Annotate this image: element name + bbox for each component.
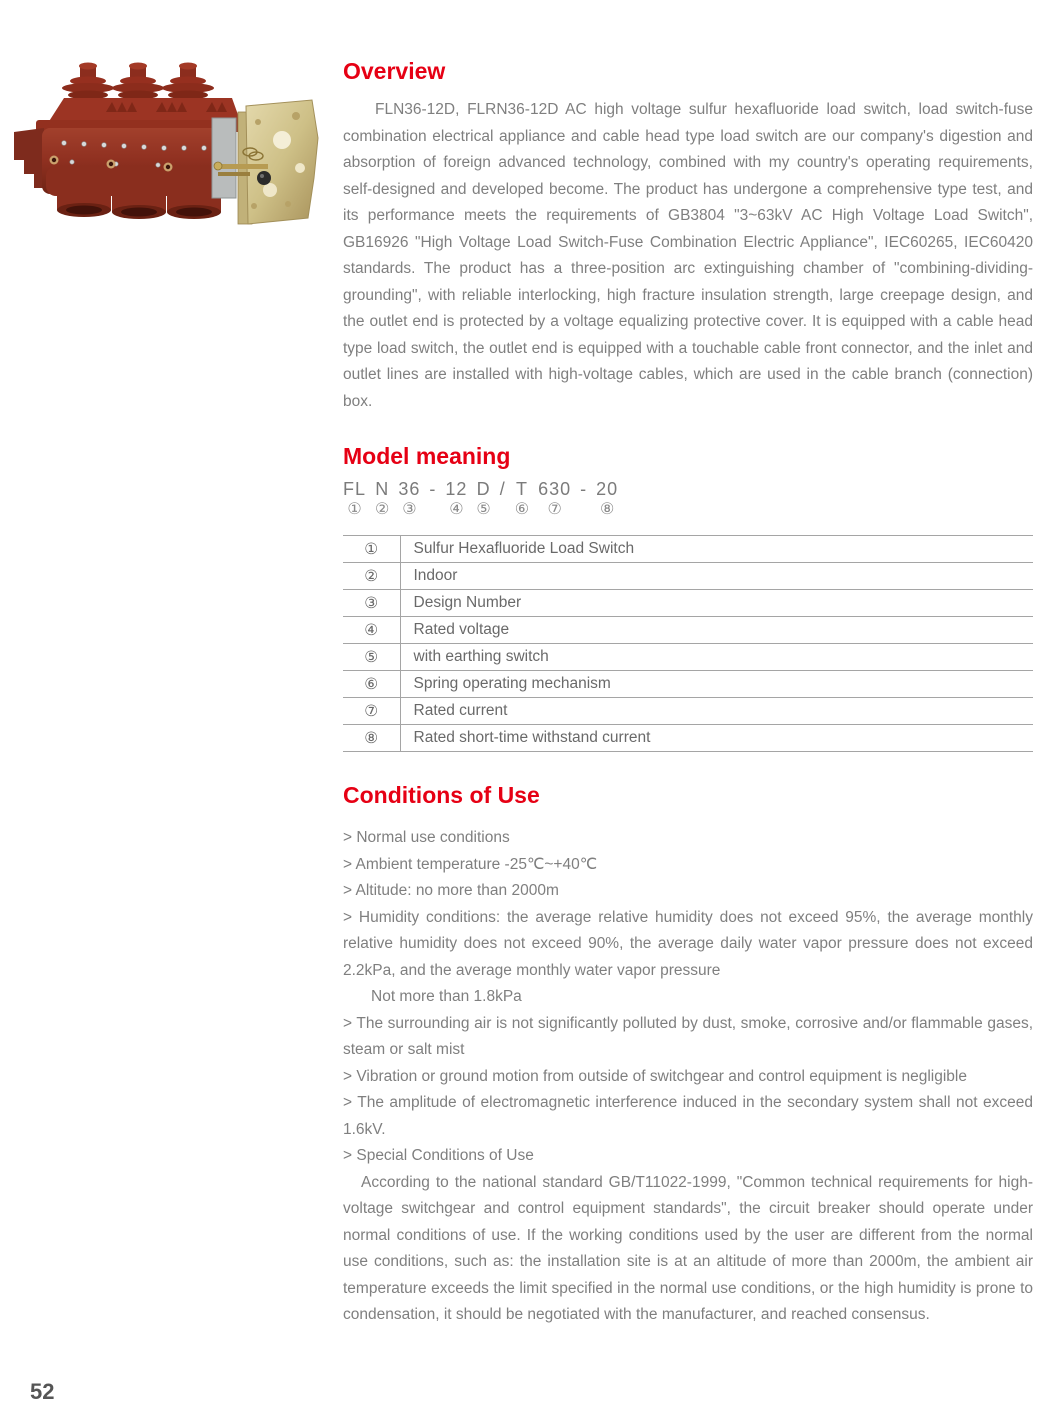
condition-item: > Altitude: no more than 2000m bbox=[343, 882, 559, 899]
condition-item: Not more than 1.8kPa bbox=[371, 988, 522, 1005]
model-code-token bbox=[538, 478, 571, 519]
row-number: ② bbox=[343, 563, 400, 590]
row-description: Rated voltage bbox=[400, 617, 1033, 644]
table-row bbox=[343, 644, 1033, 671]
table-row bbox=[343, 617, 1033, 644]
model-code-part: 36 bbox=[398, 479, 421, 499]
model-meaning-title: Model meaning bbox=[343, 443, 511, 469]
model-code-token bbox=[476, 478, 490, 519]
table-row bbox=[343, 698, 1033, 725]
row-description: Indoor bbox=[400, 563, 1033, 590]
row-number: ⑧ bbox=[343, 725, 400, 752]
row-number: ① bbox=[343, 536, 400, 563]
mounting-bracket bbox=[14, 128, 44, 188]
condition-item: > The amplitude of electromagnetic interference induced in the secondary system shall not exceed 1.6kV. bbox=[343, 1094, 1033, 1138]
condition-item: > Vibration or ground motion from outside of switchgear and control equipment is negligible bbox=[343, 1067, 967, 1085]
overview-paragraph: FLN36-12D, FLRN36-12D AC high voltage sulfur hexafluoride load switch, load switch-fuse combination electrical appliance and cable head type load switch are our company's digestion and absorption of foreign advanced technology, combined with my country's operating requirements, self-designed and developed become. The product has undergone a comprehensive type test, and its performance meets the requirements of GB3804 "3~63kV AC High Voltage Load Switch", GB16926 "High Voltage Load Switch-Fuse Combination Electric Appliance", IEC60265, IEC60420 standards. The product has a three-position arc extinguishing chamber of "combining-dividing-grounding", with reliable interlocking, high fracture insulation strength, large creepage design, and the outlet end is protected by a voltage equalizing protective cover. It is equipped with a cable head type load switch, the outlet end is equipped with a touchable cable front connector, and the inlet and outlet lines are installed with high-voltage cables, which are used in the cable branch (connection) box. bbox=[343, 101, 1033, 410]
model-code-number: ③ bbox=[402, 501, 417, 518]
model-code-token bbox=[398, 478, 420, 519]
model-code-part: T bbox=[515, 479, 528, 499]
row-description: Design Number bbox=[400, 590, 1033, 617]
model-code-part: / bbox=[499, 479, 506, 499]
model-code-token bbox=[375, 478, 389, 519]
table-row bbox=[343, 725, 1033, 752]
model-code-number: ⑧ bbox=[600, 501, 615, 518]
cable-outlets bbox=[57, 186, 221, 219]
row-number: ⑥ bbox=[343, 671, 400, 698]
model-code-part: N bbox=[375, 479, 390, 499]
conditions-list bbox=[343, 825, 1033, 1329]
condition-item: > Normal use conditions bbox=[343, 829, 510, 846]
model-code-number: ① bbox=[347, 501, 362, 518]
row-number: ⑤ bbox=[343, 644, 400, 671]
content-column bbox=[343, 0, 1033, 1329]
condition-item: > The surrounding air is not significantly polluted by dust, smoke, corrosive and/or flammable gases, steam or salt mist bbox=[343, 1014, 1033, 1058]
model-code-part: 20 bbox=[596, 479, 619, 499]
model-code-number: ⑤ bbox=[476, 501, 491, 518]
table-row bbox=[343, 563, 1033, 590]
product-photo bbox=[6, 48, 332, 220]
model-code-token bbox=[500, 478, 506, 519]
model-code-token bbox=[429, 478, 436, 519]
model-code-part: FL bbox=[343, 479, 367, 499]
model-code-token bbox=[515, 478, 529, 519]
table-row bbox=[343, 590, 1033, 617]
model-code-part: 630 bbox=[538, 479, 572, 499]
condition-item: > Ambient temperature -25℃~+40℃ bbox=[343, 855, 598, 873]
model-code-token bbox=[445, 478, 467, 519]
bushing-insulators bbox=[62, 63, 214, 100]
model-code-token bbox=[343, 478, 366, 519]
model-code-number bbox=[580, 500, 587, 519]
model-code-number: ② bbox=[375, 501, 390, 518]
page-number: 52 bbox=[30, 1379, 55, 1404]
model-code-number bbox=[500, 500, 506, 519]
row-description: Spring operating mechanism bbox=[400, 671, 1033, 698]
condition-item: > Special Conditions of Use bbox=[343, 1147, 534, 1164]
model-code-token bbox=[596, 478, 618, 519]
model-code-number: ⑥ bbox=[514, 501, 530, 518]
row-description: Sulfur Hexafluoride Load Switch bbox=[400, 536, 1033, 563]
table-row bbox=[343, 671, 1033, 698]
row-description: Rated current bbox=[400, 698, 1033, 725]
row-number: ③ bbox=[343, 590, 400, 617]
load-switch-product-image bbox=[6, 48, 332, 220]
row-number: ④ bbox=[343, 617, 400, 644]
conditions-title: Conditions of Use bbox=[343, 782, 540, 808]
model-code-part: - bbox=[580, 479, 588, 499]
model-code-part: - bbox=[429, 479, 437, 499]
table-row bbox=[343, 536, 1033, 563]
model-code-number: ⑦ bbox=[547, 501, 562, 518]
model-code-number bbox=[429, 500, 436, 519]
row-number: ⑦ bbox=[343, 698, 400, 725]
row-description: Rated short-time withstand current bbox=[400, 725, 1033, 752]
model-code-number: ④ bbox=[449, 501, 464, 518]
overview-title: Overview bbox=[343, 58, 446, 84]
model-code-part: 12 bbox=[445, 479, 468, 499]
interface-plate bbox=[212, 118, 236, 198]
condition-item: > Humidity conditions: the average relative humidity does not exceed 95%, the average monthly relative humidity does not exceed 90%, the average daily water vapor pressure does not exceed 2.2kPa, and the average monthly water vapor pressure bbox=[343, 908, 1033, 979]
model-code-token bbox=[580, 478, 587, 519]
model-code-part: D bbox=[476, 479, 491, 499]
row-description: with earthing switch bbox=[400, 644, 1033, 671]
condition-item: According to the national standard GB/T11022-1999, "Common technical requirements for high-voltage switchgear and control equipment standards", the circuit breaker should operate under normal conditions of use. If the working conditions used by the user are different from the normal use conditions, such as: the installation site is at an altitude of more than 2000m, the ambient air temperature exceeds the limit specified in the normal use conditions, or the high humidity is prone to condensation, it should be negotiated with the manufacturer, and reached consensus. bbox=[343, 1173, 1033, 1323]
model-meaning-table bbox=[343, 535, 1033, 752]
model-code bbox=[343, 478, 1033, 519]
